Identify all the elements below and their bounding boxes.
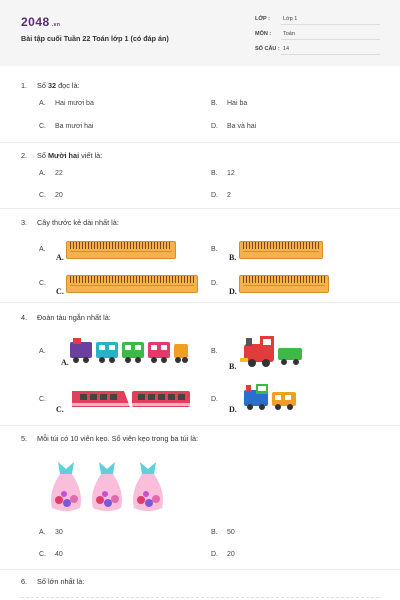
- train-d-image: [240, 380, 298, 412]
- train-c-label: C.: [56, 405, 64, 414]
- candy-bags-image: [46, 456, 170, 516]
- q3-option-c[interactable]: C.: [39, 280, 46, 287]
- q4-option-b[interactable]: B.: [211, 348, 218, 355]
- q3-option-d[interactable]: D.: [211, 280, 218, 287]
- q2-option-d[interactable]: D. 2: [211, 192, 231, 199]
- q1-option-a[interactable]: A. Hai mươi ba: [39, 100, 94, 107]
- question-6: 6. Số lớn nhất là:: [21, 577, 85, 586]
- train-b-image: [238, 332, 306, 368]
- train-a-image: [68, 336, 190, 366]
- document-title: Bài tập cuối Tuần 22 Toán lớp 1 (có đáp án): [21, 34, 169, 43]
- ruler-d-image: [239, 275, 329, 293]
- ruler-a-label: A.: [56, 253, 64, 262]
- site-logo[interactable]: 2048 .vn: [21, 15, 61, 29]
- ruler-a-image: [66, 241, 176, 259]
- question-1: 1. Số 32 đọc là:: [21, 81, 80, 90]
- question-5: 5. Mỗi túi có 10 viên kẹo. Số viên kẹo trong ba túi là:: [21, 434, 199, 443]
- question-2: 2. Số Mười hai viết là:: [21, 151, 103, 160]
- q2-option-b[interactable]: B. 12: [211, 170, 235, 177]
- q3-option-a[interactable]: A.: [39, 246, 46, 253]
- q4-option-a[interactable]: A.: [39, 348, 46, 355]
- ruler-c-image: [66, 275, 198, 293]
- q5-option-c[interactable]: C. 40: [39, 551, 63, 558]
- q2-option-a[interactable]: A. 22: [39, 170, 63, 177]
- question-3: 3. Cây thước kẻ dài nhất là:: [21, 218, 119, 227]
- question-4: 4. Đoàn tàu ngắn nhất là:: [21, 313, 111, 322]
- ruler-d-label: D.: [229, 287, 237, 296]
- q1-option-d[interactable]: D. Ba và hai: [211, 123, 257, 130]
- q4-option-c[interactable]: C.: [39, 396, 46, 403]
- train-a-label: A.: [61, 358, 69, 367]
- q5-option-a[interactable]: A. 30: [39, 529, 63, 536]
- worksheet-header: 2048 .vn Bài tập cuối Tuần 22 Toán lớp 1 (có đáp án) LỚP : Lớp 1 MÔN : Toán SỐ CÂU : 14: [0, 0, 400, 66]
- ruler-b-label: B.: [229, 253, 237, 262]
- q3-option-b[interactable]: B.: [211, 246, 218, 253]
- train-d-label: D.: [229, 405, 237, 414]
- train-b-label: B.: [229, 362, 237, 371]
- q1-option-c[interactable]: C. Ba mươi hai: [39, 123, 94, 130]
- q4-option-d[interactable]: D.: [211, 396, 218, 403]
- ruler-c-label: C.: [56, 287, 64, 296]
- q5-option-b[interactable]: B. 50: [211, 529, 235, 536]
- train-c-image: [68, 385, 198, 413]
- q1-option-b[interactable]: B. Hai ba: [211, 100, 248, 107]
- ruler-b-image: [239, 241, 323, 259]
- q2-option-c[interactable]: C. 20: [39, 192, 63, 199]
- q5-option-d[interactable]: D. 20: [211, 551, 235, 558]
